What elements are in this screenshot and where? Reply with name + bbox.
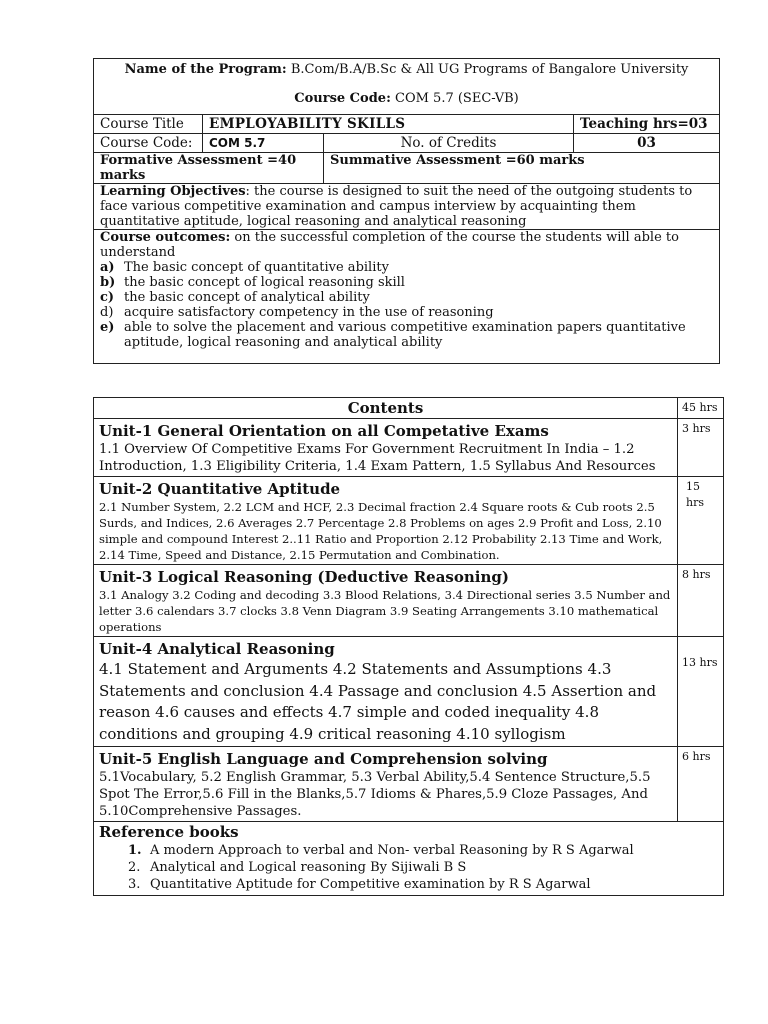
- formative-assessment: Formative Assessment =40 marks: [94, 153, 324, 184]
- unit-body: 3.1 Analogy 3.2 Coding and decoding 3.3 Blood Relations, 3.4 Directional series 3.5 Number and letter 3.6 calendars 3.7 clocks 3.8 Venn Diagram 3.9 Seating Arrangements 3.10 mathematical operations: [99, 588, 671, 634]
- unit-title: Unit-1 General Orientation on all Competative Exams: [99, 422, 549, 440]
- outcome-text: The basic concept of quantitative ability: [124, 260, 389, 275]
- unit-title: Unit-5 English Language and Comprehension solving: [99, 750, 548, 768]
- unit-row: [94, 747, 724, 822]
- reference-marker: 2.: [128, 860, 141, 875]
- unit-row: [94, 565, 724, 637]
- course-outcomes-cell: [94, 230, 720, 364]
- unit-hrs: 15 hrs: [678, 477, 724, 565]
- outcome-marker: d): [100, 305, 114, 320]
- objectives-label: Learning Objectives: [100, 184, 246, 199]
- outcome-text: the basic concept of logical reasoning skill: [124, 275, 405, 290]
- objectives-text: : the course is designed to suit the need of the outgoing students to face various competitive examination and campus interview by acquainting them quantitative aptitude, logical reasoning and analytical reasoning: [100, 184, 693, 229]
- course-code-value: COM 5.7: [203, 134, 324, 153]
- outcome-item: [100, 260, 713, 275]
- unit-row: [94, 419, 724, 477]
- program-name-value: B.Com/B.A/B.Sc & All UG Programs of Bangalore University: [286, 62, 689, 77]
- references-list: [99, 842, 718, 895]
- credits-value: 03: [574, 134, 720, 153]
- outcome-item: [100, 320, 713, 350]
- unit-body: 5.1Vocabulary, 5.2 English Grammar, 5.3 Verbal Ability,5.4 Sentence Structure,5.5 Spot The Error,5.6 Fill in the Blanks,5.7 Idioms & Phares,5.9 Cloze Passages, And 5.10Comprehensive Passages.: [99, 770, 651, 819]
- reference-text: Analytical and Logical reasoning By Sijiwali B S: [150, 860, 467, 875]
- program-name-label: Name of the Program:: [124, 62, 287, 77]
- unit-body: 1.1 Overview Of Competitive Exams For Government Recruitment In India – 1.2 Introduction, 1.3 Eligibility Criteria, 1.4 Exam Pattern, 1.5 Syllabus And Resources: [99, 442, 656, 474]
- unit-row: [94, 637, 724, 747]
- teaching-hrs: Teaching hrs=03: [574, 115, 720, 134]
- unit-body: 2.1 Number System, 2.2 LCM and HCF, 2.3 Decimal fraction 2.4 Square roots & Cub roots 2.5 Surds, and Indices, 2.6 Averages 2.7 Percentage 2.8 Problems on ages 2.9 Profit and Loss, 2.10 simple and compound Interest 2..11 Ratio and Proportion 2.12 Probability 2.13 Time and Work, 2.14 Time, Speed and Distance, 2.15 Permutation and Combination.: [99, 500, 663, 562]
- outcome-marker: e): [100, 320, 115, 335]
- unit-row: [94, 477, 724, 565]
- unit-hrs: 3 hrs: [678, 419, 724, 477]
- learning-objectives-cell: [94, 184, 720, 230]
- program-code-line: [100, 91, 713, 106]
- course-info-table: [93, 58, 720, 364]
- reference-marker: 1.: [128, 843, 142, 858]
- outcomes-label: Course outcomes:: [100, 230, 231, 245]
- course-code-label: Course Code:: [94, 134, 203, 153]
- outcome-marker: b): [100, 275, 116, 290]
- contents-title: Contents: [94, 398, 678, 419]
- program-name-line: [100, 62, 713, 77]
- unit-title: Unit-2 Quantitative Aptitude: [99, 480, 341, 498]
- unit-hrs: 6 hrs: [678, 747, 724, 822]
- outcome-item: [100, 275, 713, 290]
- outcome-text: able to solve the placement and various competitive examination papers quantitative aptitude, logical reasoning and analytical ability: [124, 320, 686, 350]
- outcome-marker: a): [100, 260, 115, 275]
- reference-marker: 3.: [128, 877, 141, 892]
- contents-table: [93, 397, 724, 896]
- total-hrs: 45 hrs: [678, 398, 724, 419]
- summative-assessment: Summative Assessment =60 marks: [324, 153, 720, 184]
- references-title: Reference books: [99, 823, 239, 841]
- unit-body: 4.1 Statement and Arguments 4.2 Statements and Assumptions 4.3 Statements and conclusion 4.4 Passage and conclusion 4.5 Assertion and reason 4.6 causes and effects 4.7 simple and coded inequality 4.8 conditions and grouping 4.9 critical reasoning 4.10 syllogism: [99, 660, 657, 743]
- reference-item: [128, 842, 718, 859]
- outcome-item: [100, 290, 713, 305]
- reference-text: A modern Approach to verbal and Non- verbal Reasoning by R S Agarwal: [150, 843, 634, 858]
- outcome-text: acquire satisfactory competency in the use of reasoning: [124, 305, 494, 320]
- course-title-value: EMPLOYABILITY SKILLS: [203, 115, 574, 134]
- reference-text: Quantitative Aptitude for Competitive examination by R S Agarwal: [150, 877, 591, 892]
- program-header-cell: [94, 59, 720, 115]
- reference-item: [128, 876, 718, 893]
- reference-item: [128, 859, 718, 876]
- unit-hrs: 13 hrs: [678, 637, 724, 747]
- program-code-value: COM 5.7 (SEC-VB): [390, 91, 519, 106]
- references-cell: [94, 822, 724, 896]
- credits-label: No. of Credits: [324, 134, 574, 153]
- outcomes-list: [100, 260, 713, 350]
- unit-title: Unit-3 Logical Reasoning (Deductive Reasoning): [99, 568, 509, 586]
- outcome-marker: c): [100, 290, 115, 305]
- course-title-label: Course Title: [94, 115, 203, 134]
- outcomes-text: on the successful completion of the course the students will able to understand: [100, 230, 679, 260]
- outcome-text: the basic concept of analytical ability: [124, 290, 370, 305]
- unit-title: Unit-4 Analytical Reasoning: [99, 640, 335, 658]
- program-code-label: Course Code:: [294, 91, 391, 106]
- unit-hrs: 8 hrs: [678, 565, 724, 637]
- outcome-item: [100, 305, 713, 320]
